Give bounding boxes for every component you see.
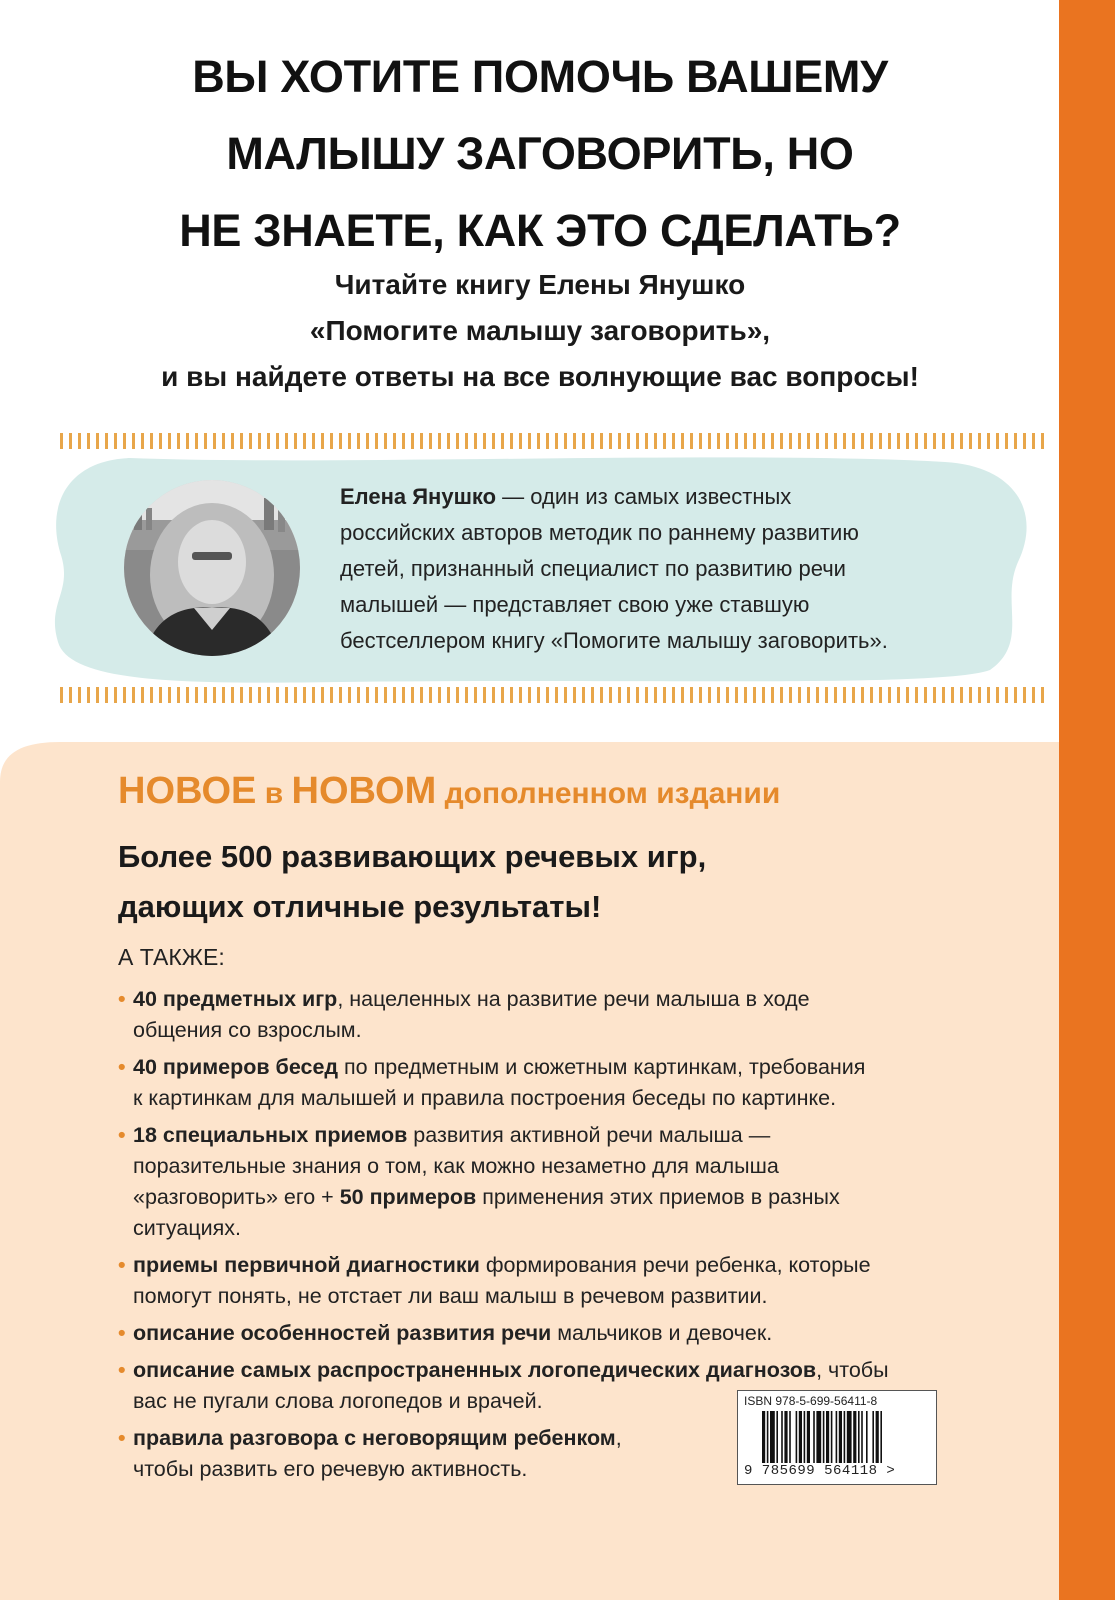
barcode-bar <box>816 1411 821 1463</box>
list-item-bold: описание самых распространенных логопедических диагнозов <box>133 1358 817 1382</box>
list-item-bold: 40 примеров бесед <box>133 1055 339 1079</box>
book-spine <box>1059 0 1115 1600</box>
list-item-bold: 40 предметных игр <box>133 987 338 1011</box>
list-item-continuation: общения со взрослым. <box>133 1018 362 1042</box>
barcode-bar <box>784 1411 787 1463</box>
list-item-text: по предметным и сюжетным картинкам, требования <box>338 1055 866 1079</box>
barcode-bar <box>847 1411 852 1463</box>
barcode-bar <box>872 1411 874 1463</box>
list-item-bold: 50 примеров <box>339 1185 477 1209</box>
list-item-continuation: вас не пугали слова логопедов и врачей. <box>133 1389 543 1413</box>
subhead-line-2: «Помогите малышу заговорить», <box>309 315 771 346</box>
barcode-bar <box>762 1411 765 1463</box>
list-item <box>118 1250 1038 1312</box>
author-bio <box>340 479 1020 659</box>
barcode-bar <box>858 1411 860 1463</box>
isbn-barcode-box <box>737 1390 937 1485</box>
barcode-bar <box>807 1411 810 1463</box>
headline-line-2: МАЛЫШУ ЗАГОВОРИТЬ, НО <box>226 128 854 179</box>
barcode-bar <box>804 1411 806 1463</box>
list-item-text: , чтобы <box>816 1358 889 1382</box>
barcode-bar <box>861 1411 863 1463</box>
list-item-bold: описание особенностей развития речи <box>133 1321 552 1345</box>
list-item-text: применения этих приемов в разных <box>476 1185 840 1209</box>
author-bio-line-5: бестселлером книгу «Помогите малышу заговорить». <box>340 628 888 653</box>
list-item-text: формирования речи ребенка, которые <box>479 1253 871 1277</box>
headline-line-3: НЕ ЗНАЕТЕ, КАК ЭТО СДЕЛАТЬ? <box>179 205 901 256</box>
list-item-continuation: к картинкам для малышей и правила построения беседы по картинке. <box>133 1086 837 1110</box>
barcode-bar <box>844 1411 846 1463</box>
barcode-bar <box>767 1411 769 1463</box>
author-bio-line-1 <box>340 479 1020 515</box>
isbn-digits: 9 785699 564118 > <box>744 1463 896 1479</box>
decorative-stripe-top <box>60 433 1045 449</box>
barcode-bar <box>781 1411 783 1463</box>
games-highlight-line-2: дающих отличные результаты! <box>118 889 602 924</box>
list-item-text: «разговорить» его + <box>133 1185 340 1209</box>
new-title-part-1: НОВОЕ <box>118 770 257 812</box>
decorative-stripe-bottom <box>60 687 1045 703</box>
list-item-continuation: помогут понять, не отстает ли ваш малыш в речевом развитии. <box>133 1284 768 1308</box>
barcode-bar <box>831 1411 833 1463</box>
barcode-bar <box>826 1411 829 1463</box>
barcode-bar <box>880 1411 882 1463</box>
also-heading: А ТАКЖЕ: <box>118 944 225 970</box>
list-item-continuation: ситуациях. <box>133 1216 242 1240</box>
author-portrait-image <box>124 480 300 656</box>
author-bio-line-3: детей, признанный специалист по развитию речи <box>340 556 846 581</box>
list-item-bold: приемы первичной диагностики <box>133 1253 480 1277</box>
bullet-icon: • <box>118 1055 126 1079</box>
games-highlight-line-1: Более 500 развивающих речевых игр, <box>118 839 707 874</box>
barcode-image <box>762 1411 928 1463</box>
list-item <box>118 1120 1038 1244</box>
bullet-icon: • <box>118 987 126 1011</box>
isbn-label: ISBN 978-5-699-56411-8 <box>744 1394 878 1408</box>
list-item <box>118 984 1038 1046</box>
barcode-bar <box>776 1411 778 1463</box>
barcode-bar <box>876 1411 879 1463</box>
list-item-continuation: поразительные знания о том, как можно незаметно для малыша <box>133 1154 779 1178</box>
list-item-continuation: чтобы развить его речевую активность. <box>133 1457 528 1481</box>
list-item-continuation-mixed <box>118 1182 1038 1213</box>
barcode-bar <box>799 1411 802 1463</box>
barcode-bar <box>770 1411 775 1463</box>
new-title-part-3: НОВОМ <box>291 770 437 812</box>
author-bio-line-1-rest: — один из самых известных <box>496 484 792 509</box>
new-title-part-4: дополненном издании <box>436 777 781 810</box>
subhead-line-1: Читайте книгу Елены Янушко <box>334 269 746 300</box>
bullet-icon: • <box>118 1358 126 1382</box>
headline-line-1: ВЫ ХОТИТЕ ПОМОЧЬ ВАШЕМУ <box>192 51 888 102</box>
barcode-bar <box>796 1411 798 1463</box>
list-item-bold: 18 специальных приемов <box>133 1123 408 1147</box>
subhead-line-3: и вы найдете ответы на все волнующие вас вопросы! <box>161 361 919 392</box>
barcode-bar <box>823 1411 825 1463</box>
list-item-text: развития активной речи малыша — <box>407 1123 771 1147</box>
list-item-text: мальчиков и девочек. <box>551 1321 773 1345</box>
barcode-bar <box>853 1411 856 1463</box>
barcode-bar <box>866 1411 868 1463</box>
author-bio-line-2: российских авторов методик по раннему развитию <box>340 520 859 545</box>
bullet-icon: • <box>118 1321 126 1345</box>
games-highlight <box>118 832 706 932</box>
list-item-bold: правила разговора с неговорящим ребенком <box>133 1426 616 1450</box>
list-item <box>118 1318 1038 1349</box>
list-item-text: , нацеленных на развитие речи малыша в ходе <box>337 987 810 1011</box>
subheadline <box>40 262 1040 400</box>
list-item <box>118 1052 1038 1114</box>
bullet-icon: • <box>118 1253 126 1277</box>
barcode-bar <box>839 1411 842 1463</box>
headline <box>40 38 1040 269</box>
barcode-bar <box>813 1411 815 1463</box>
list-item-text: , <box>615 1426 622 1450</box>
new-edition-title <box>118 770 780 813</box>
barcode-bar <box>789 1411 791 1463</box>
author-bio-line-4: малышей — представляет свою уже ставшую <box>340 592 810 617</box>
bullet-icon: • <box>118 1123 126 1147</box>
new-title-part-2: в <box>256 777 292 810</box>
author-name: Елена Янушко <box>340 484 497 509</box>
bullet-icon: • <box>118 1426 126 1450</box>
author-photo <box>124 480 300 656</box>
barcode-bar <box>836 1411 838 1463</box>
